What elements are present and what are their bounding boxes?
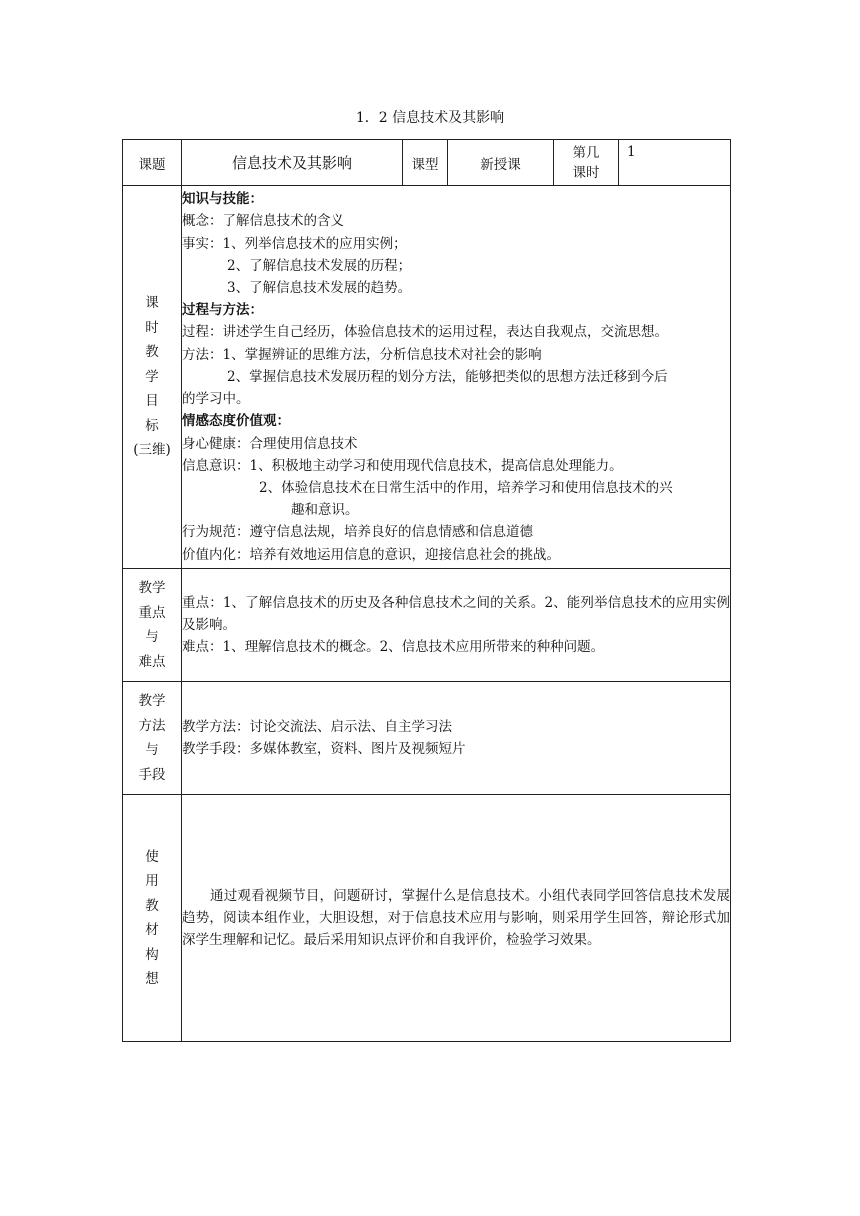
- key-points-row: [123, 569, 731, 682]
- emotion-heading: 情感态度价值观：: [182, 413, 290, 430]
- topic-label: 课题: [123, 140, 182, 186]
- type-label: 课型: [403, 140, 448, 186]
- materials-row: [123, 795, 731, 1042]
- materials-label-char: 教: [145, 897, 159, 914]
- process-line: 过程：讲述学生自己经历，体验信息技术的运用过程，表达自我观点，交流思想。: [182, 324, 668, 341]
- header-row: [123, 140, 731, 186]
- methods-label: [123, 682, 182, 795]
- method-line: 2、掌握信息技术发展历程的划分方法，能够把类似的思想方法迁移到今后: [227, 368, 668, 385]
- methods-label-char: 教学: [138, 693, 166, 709]
- key-points-label-char: 重点: [138, 604, 166, 621]
- period-label-line-2: 课时: [572, 164, 600, 181]
- objectives-label-char: 标: [145, 417, 159, 434]
- document-title: 1．2 信息技术及其影响: [355, 110, 505, 126]
- difficulty-text: 难点：1、理解信息技术的概念。2、信息技术应用所带来的种种问题。: [182, 639, 605, 656]
- norms-line: 行为规范：遵守信息法规，培养良好的信息情感和信息道德: [182, 524, 533, 541]
- objectives-content: [182, 186, 731, 569]
- objectives-label-char: (三维): [133, 442, 171, 459]
- objectives-label-char: 目: [145, 393, 159, 410]
- methods-label-char: 与: [145, 742, 159, 758]
- objectives-row: [123, 186, 731, 569]
- period-label: [554, 140, 619, 186]
- key-points-content: [182, 569, 731, 682]
- concept-line: 概念：了解信息技术的含义: [182, 213, 344, 230]
- fact-line: 3、了解信息技术发展的趋势。: [227, 280, 412, 297]
- period-value: 1: [619, 140, 731, 186]
- materials-label: [123, 795, 182, 1042]
- period-label-line-1: 第几: [572, 144, 600, 161]
- methods-label-char: 手段: [138, 766, 166, 783]
- objectives-label-char: 时: [145, 319, 159, 336]
- methods-row: [123, 682, 731, 795]
- materials-label-char: 材: [145, 922, 159, 938]
- awareness-line: 2、体验信息技术在日常生活中的作用，培养学习和使用信息技术的兴: [259, 479, 673, 496]
- materials-label-char: 使: [145, 848, 159, 865]
- health-line: 身心健康：合理使用信息技术: [182, 435, 358, 452]
- fact-line: 2、了解信息技术发展的历程；: [227, 257, 412, 274]
- key-points-label-char: 与: [145, 629, 159, 645]
- knowledge-heading: 知识与技能：: [182, 191, 263, 208]
- methods-label-char: 方法: [138, 717, 166, 734]
- method-line-continued: 的学习中。: [182, 391, 250, 408]
- materials-label-char: 构: [145, 946, 159, 963]
- process-heading: 过程与方法：: [182, 302, 263, 319]
- awareness-line: 信息意识：1、积极地主动学习和使用现代信息技术，提高信息处理能力。: [182, 457, 623, 474]
- objectives-label-char: 课: [145, 295, 159, 312]
- objectives-label-char: 教: [145, 344, 159, 361]
- objectives-label-char: 学: [145, 368, 159, 385]
- materials-text: 通过观看视频节目，问题研讨，掌握什么是信息技术。小组代表同学回答信息技术发展趋势，阅读本组作业，大胆设想，对于信息技术应用与影响，则采用学生回答，辩论形式加深学生理解和记忆。最后采用知识点评价和自我评价，检验学习效果。: [182, 887, 730, 949]
- fact-line: 事实：1、列举信息技术的应用实例；: [182, 235, 407, 252]
- key-point-text: 重点：1、了解信息技术的历史及各种信息技术之间的关系。2、能列举信息技术的应用实例及影响。: [182, 594, 730, 633]
- topic-value: 信息技术及其影响: [182, 140, 403, 186]
- materials-label-char: 想: [145, 971, 159, 987]
- lesson-plan-table: [122, 139, 731, 1042]
- method-line: 方法：1、掌握辨证的思维方法，分析信息技术对社会的影响: [182, 346, 542, 363]
- teaching-method-text: 教学方法：讨论交流法、启示法、自主学习法: [182, 718, 452, 735]
- type-value: 新授课: [448, 140, 554, 186]
- materials-label-char: 用: [145, 873, 159, 889]
- key-points-label-char: 教学: [138, 580, 166, 596]
- materials-content: [182, 795, 731, 1042]
- awareness-line-continued: 趣和意识。: [291, 502, 359, 519]
- key-points-label-char: 难点: [138, 653, 166, 670]
- teaching-means-text: 教学手段：多媒体教室，资料、图片及视频短片: [182, 741, 466, 757]
- key-points-label: [123, 569, 182, 682]
- values-line: 价值内化：培养有效地运用信息的意识，迎接信息社会的挑战。: [182, 546, 560, 563]
- methods-content: [182, 682, 731, 795]
- objectives-label: [123, 186, 182, 569]
